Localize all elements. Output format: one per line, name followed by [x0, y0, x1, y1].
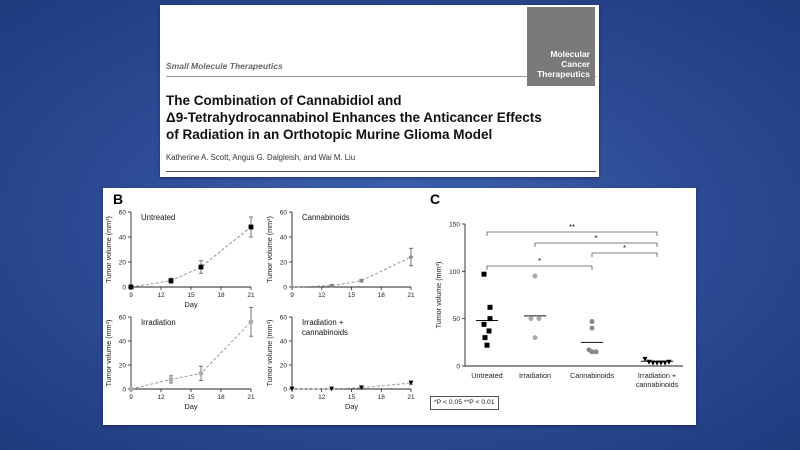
x-tick-label: 18	[377, 292, 385, 299]
x-tick-label: 15	[187, 394, 195, 401]
data-point	[488, 316, 493, 321]
category-label: Irradiation +	[637, 371, 677, 380]
x-tick-label: 15	[347, 394, 356, 401]
logo-line: Molecular	[550, 49, 590, 59]
paper-title-line-1: The Combination of Cannabidiol and	[166, 93, 402, 108]
significance-label: *	[537, 257, 542, 266]
category-label: Cannabinoids	[570, 371, 614, 380]
significance-bracket	[487, 266, 592, 270]
data-point	[359, 278, 364, 283]
y-tick-label: 0	[283, 386, 287, 394]
y-tick-label: 60	[118, 314, 126, 322]
significance-bracket	[487, 232, 657, 236]
x-tick-label: 12	[157, 292, 165, 299]
y-axis-label: Tumor volume (mm³)	[434, 261, 443, 329]
data-point	[129, 387, 134, 392]
data-point	[290, 285, 295, 290]
panel-title: Cannabinoids	[302, 213, 350, 222]
data-point	[663, 361, 668, 366]
data-point	[199, 371, 204, 376]
y-tick-label: 40	[118, 234, 126, 242]
data-point	[409, 255, 414, 260]
data-point	[169, 278, 174, 283]
y-tick-label: 50	[452, 316, 460, 324]
journal-logo	[527, 7, 595, 86]
data-point	[537, 316, 542, 321]
data-point	[529, 316, 534, 321]
paper-header-card	[160, 5, 599, 177]
panel-title: Irradiation	[141, 318, 176, 327]
x-tick-label: 12	[157, 394, 165, 401]
y-tick-label: 0	[456, 363, 460, 371]
x-axis-label: Day	[184, 402, 198, 411]
data-point	[667, 360, 672, 365]
panel-title: Irradiation +	[302, 318, 344, 327]
data-point	[249, 225, 254, 230]
x-axis-label: Day	[184, 300, 198, 309]
y-tick-label: 0	[122, 386, 126, 394]
y-axis-label: Tumor volume (mm³)	[104, 319, 113, 387]
series-line	[131, 227, 251, 287]
journal-section: Small Molecule Therapeutics	[166, 61, 283, 71]
x-tick-label: 15	[347, 292, 356, 299]
x-tick-label: 9	[290, 292, 294, 299]
data-point	[651, 361, 656, 366]
significance-legend: *P < 0.05 **P < 0.01	[430, 396, 499, 410]
x-tick-label: 12	[318, 292, 326, 299]
x-tick-label: 21	[407, 292, 415, 299]
x-tick-label: 9	[129, 394, 133, 401]
x-tick-label: 15	[187, 292, 195, 299]
y-tick-label: 20	[118, 259, 126, 267]
y-tick-label: 40	[279, 338, 287, 346]
category-label: Irradiation	[519, 371, 551, 380]
data-point	[488, 305, 493, 310]
y-tick-label: 100	[449, 268, 460, 276]
y-tick-label: 0	[122, 284, 126, 292]
panel-title: Untreated	[141, 213, 176, 222]
y-tick-label: 40	[118, 338, 126, 346]
figure-svg	[103, 188, 696, 425]
data-point	[482, 322, 487, 327]
significance-label: **	[568, 223, 576, 232]
data-point	[590, 326, 595, 331]
data-point	[487, 328, 492, 333]
paper-authors: Katherine A. Scott, Angus G. Dalgleish, and Wai M. Liu	[166, 153, 356, 162]
header-bottom-rule	[166, 171, 596, 172]
data-point	[590, 319, 595, 324]
data-point	[533, 335, 538, 340]
y-tick-label: 60	[279, 314, 287, 322]
data-point	[169, 377, 174, 382]
data-point	[655, 361, 660, 366]
x-tick-label: 21	[247, 394, 255, 401]
data-point	[647, 360, 652, 365]
x-tick-label: 21	[407, 394, 415, 401]
paper-title-line-2: Δ9-Tetrahydrocannabinol Enhances the Anticancer Effects	[166, 110, 542, 125]
significance-label: *	[594, 234, 598, 243]
data-point	[482, 272, 487, 277]
y-tick-label: 60	[279, 209, 287, 217]
category-label: Untreated	[471, 371, 503, 380]
y-tick-label: 0	[283, 284, 287, 292]
y-tick-label: 150	[449, 221, 460, 229]
logo-line: Cancer	[561, 59, 590, 69]
y-tick-label: 40	[279, 234, 287, 242]
category-label: cannabinoids	[635, 380, 679, 389]
significance-bracket	[535, 243, 657, 247]
significance-label: *	[622, 244, 627, 253]
data-point	[659, 361, 664, 366]
x-tick-label: 18	[377, 394, 385, 401]
x-tick-label: 21	[247, 292, 255, 299]
y-tick-label: 60	[118, 209, 126, 217]
y-tick-label: 20	[279, 362, 287, 370]
y-axis-label: Tumor volume (mm³)	[265, 216, 274, 283]
x-tick-label: 9	[290, 394, 294, 401]
data-point	[249, 319, 254, 324]
panel-title: cannabinoids	[302, 328, 348, 337]
x-tick-label: 18	[217, 292, 225, 299]
logo-line: Therapeutics	[537, 69, 590, 79]
data-point	[485, 343, 490, 348]
x-axis-label: Day	[344, 402, 359, 411]
x-tick-label: 9	[129, 292, 133, 299]
paper-title-line-3: of Radiation in an Orthotopic Murine Glioma Model	[166, 127, 493, 142]
significance-bracket	[592, 253, 657, 257]
data-point	[533, 274, 538, 279]
data-point	[199, 265, 204, 270]
data-point	[129, 285, 134, 290]
y-tick-label: 20	[279, 259, 287, 267]
x-tick-label: 18	[217, 394, 225, 401]
x-tick-label: 12	[318, 394, 326, 401]
y-tick-label: 20	[118, 362, 126, 370]
y-axis-label: Tumor volume (mm³)	[104, 216, 113, 283]
panel-c-label: C	[430, 191, 441, 207]
data-point	[483, 335, 488, 340]
figure-card	[103, 188, 696, 425]
series-line	[292, 257, 411, 287]
y-axis-label: Tumor volume (mm³)	[265, 319, 274, 387]
panel-b-label: B	[113, 191, 124, 207]
series-line	[131, 322, 251, 389]
series-line	[292, 383, 411, 389]
data-point	[590, 349, 595, 354]
